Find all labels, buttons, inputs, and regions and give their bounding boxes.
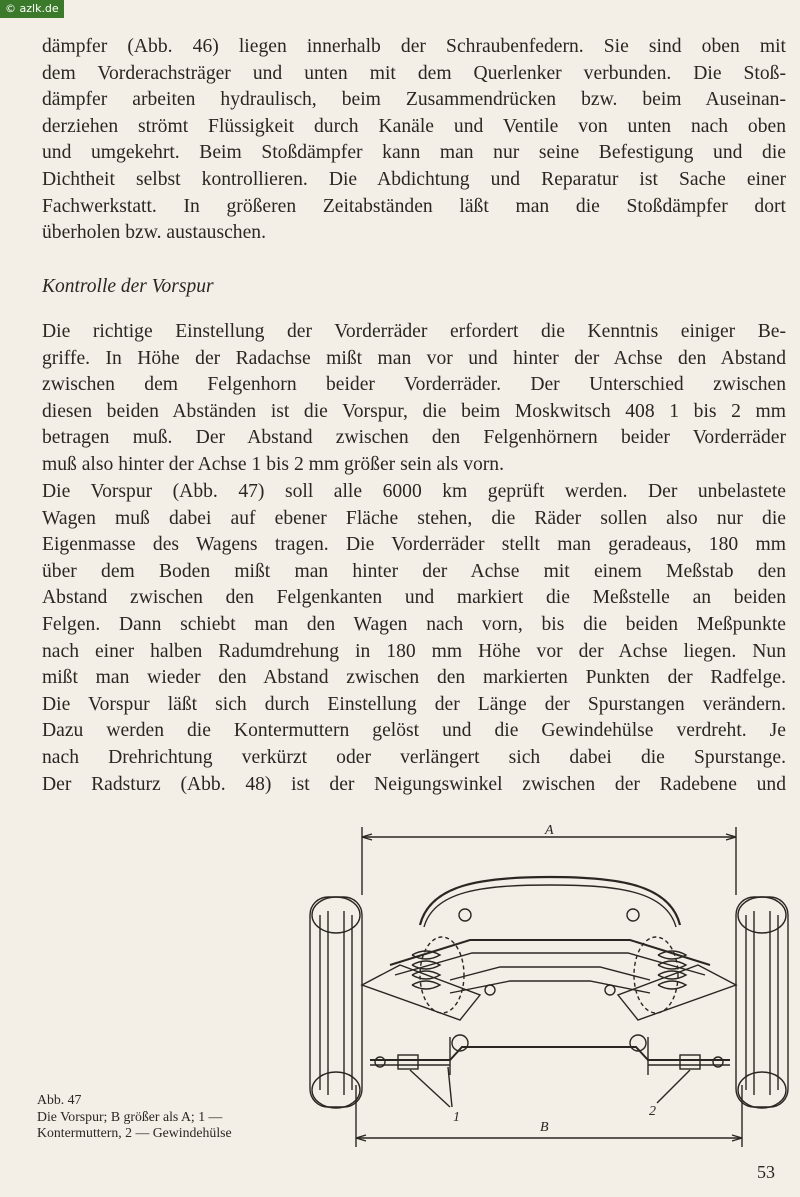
text-line: Abstand zwischen den Felgenkanten und markiert die Meßstelle an beiden [42,587,786,609]
label-a: A [545,823,554,838]
left-wheel [310,897,362,1108]
text-line: dem Vorderachsträger und unten mit dem Querlenker verbunden. Die Stoß- [42,62,786,84]
text-line: nach Drehrichtung verkürzt oder verlängert sich dabei die Spurstange. [42,746,786,768]
left-spring [412,937,464,1013]
text-line: zwischen dem Felgenhorn beider Vorderräder. Der Unterschied zwischen [42,374,786,396]
text-line: und umgekehrt. Beim Stoßdämpfer kann man nur seine Befestigung und die [42,142,786,164]
text-line: über dem Boden mißt man hinter der Achse mit einem Meßstab den [42,560,786,582]
text-line: griffe. In Höhe der Radachse mißt man vor und hinter der Achse den Abstand [42,347,786,369]
leader-line-1 [410,1067,452,1107]
paragraph-toe-definition [42,319,786,479]
label-1: 1 [453,1110,460,1125]
text-line: derziehen strömt Flüssigkeit durch Kanäle und Ventile von unten nach oben [42,115,786,137]
text-line: Die Vorspur (Abb. 47) soll alle 6000 km geprüft werden. Der unbelastete [42,481,786,502]
text-line: Eigenmasse des Wagens tragen. Die Vorderräder stellt man geradeaus, 180 mm [42,534,786,556]
caption-line: Kontermuttern, 2 — Gewindehülse [37,1125,232,1140]
section-heading: Kontrolle der Vorspur [42,276,214,297]
text-line: dämpfer arbeiten hydraulisch, beim Zusammendrücken bzw. beim Auseinan- [42,89,786,111]
text-line: betragen muß. Der Abstand zwischen den Felgenhörnern beider Vorderräder [42,427,786,449]
text-line: Fachwerkstatt. In größeren Zeitabständen läßt man die Stoßdämpfer dort [42,195,786,217]
text-line: dämpfer (Abb. 46) liegen innerhalb der Schraubenfedern. Sie sind oben mit [42,36,786,57]
label-b: B [540,1120,549,1135]
caption-line: Die Vorspur; B größer als A; 1 — [37,1108,223,1124]
paragraph-shock-absorbers [42,34,786,247]
figure-caption [37,1092,287,1142]
paragraph-toe-check [42,479,786,798]
adjusting-sleeve [680,1055,700,1069]
text-line: überholen bzw. austauschen. [42,222,266,244]
right-wheel [736,897,788,1108]
text-line: Dazu werden die Kontermuttern gelöst und die Gewindehülse verdreht. Je [42,720,786,742]
label-2: 2 [649,1104,656,1119]
leader-line-2 [657,1070,690,1103]
text-line: nach einer halben Radumdrehung in 180 mm Höhe vor der Achse liegen. Nun [42,640,786,662]
text-line: Die Vorspur läßt sich durch Einstellung der Länge der Spurstangen verändern. [42,693,786,715]
text-line: Felgen. Dann schiebt man den Wagen nach vorn, bis die beiden Meßpunkte [42,613,786,635]
text-line: Dichtheit selbst kontrollieren. Die Abdichtung und Reparatur ist Sache einer [42,168,786,190]
text-line: mißt man wieder den Abstand zwischen den markierten Punkten der Radfelge. [42,667,786,689]
page-number: 53 [757,1162,775,1182]
tie-rod [370,1047,730,1060]
caption-line: Abb. 47 [37,1092,82,1107]
text-line: diesen beiden Abständen ist die Vorspur, die beim Moskwitsch 408 1 bis 2 mm [42,400,786,422]
text-line: muß also hinter der Achse 1 bis 2 mm größer sein als vorn. [42,453,505,475]
adjusting-sleeve [398,1055,418,1069]
watermark: © azlk.de [0,0,64,18]
text-line: Wagen muß dabei auf ebener Fläche stehen, die Räder sollen also nur die [42,507,786,529]
text-line: Der Radsturz (Abb. 48) ist der Neigungswinkel zwischen der Radebene und [42,773,786,795]
text-line: Die richtige Einstellung der Vorderräder erfordert die Kenntnis einiger Be- [42,321,786,342]
front-axle-toe-diagram [300,815,800,1150]
